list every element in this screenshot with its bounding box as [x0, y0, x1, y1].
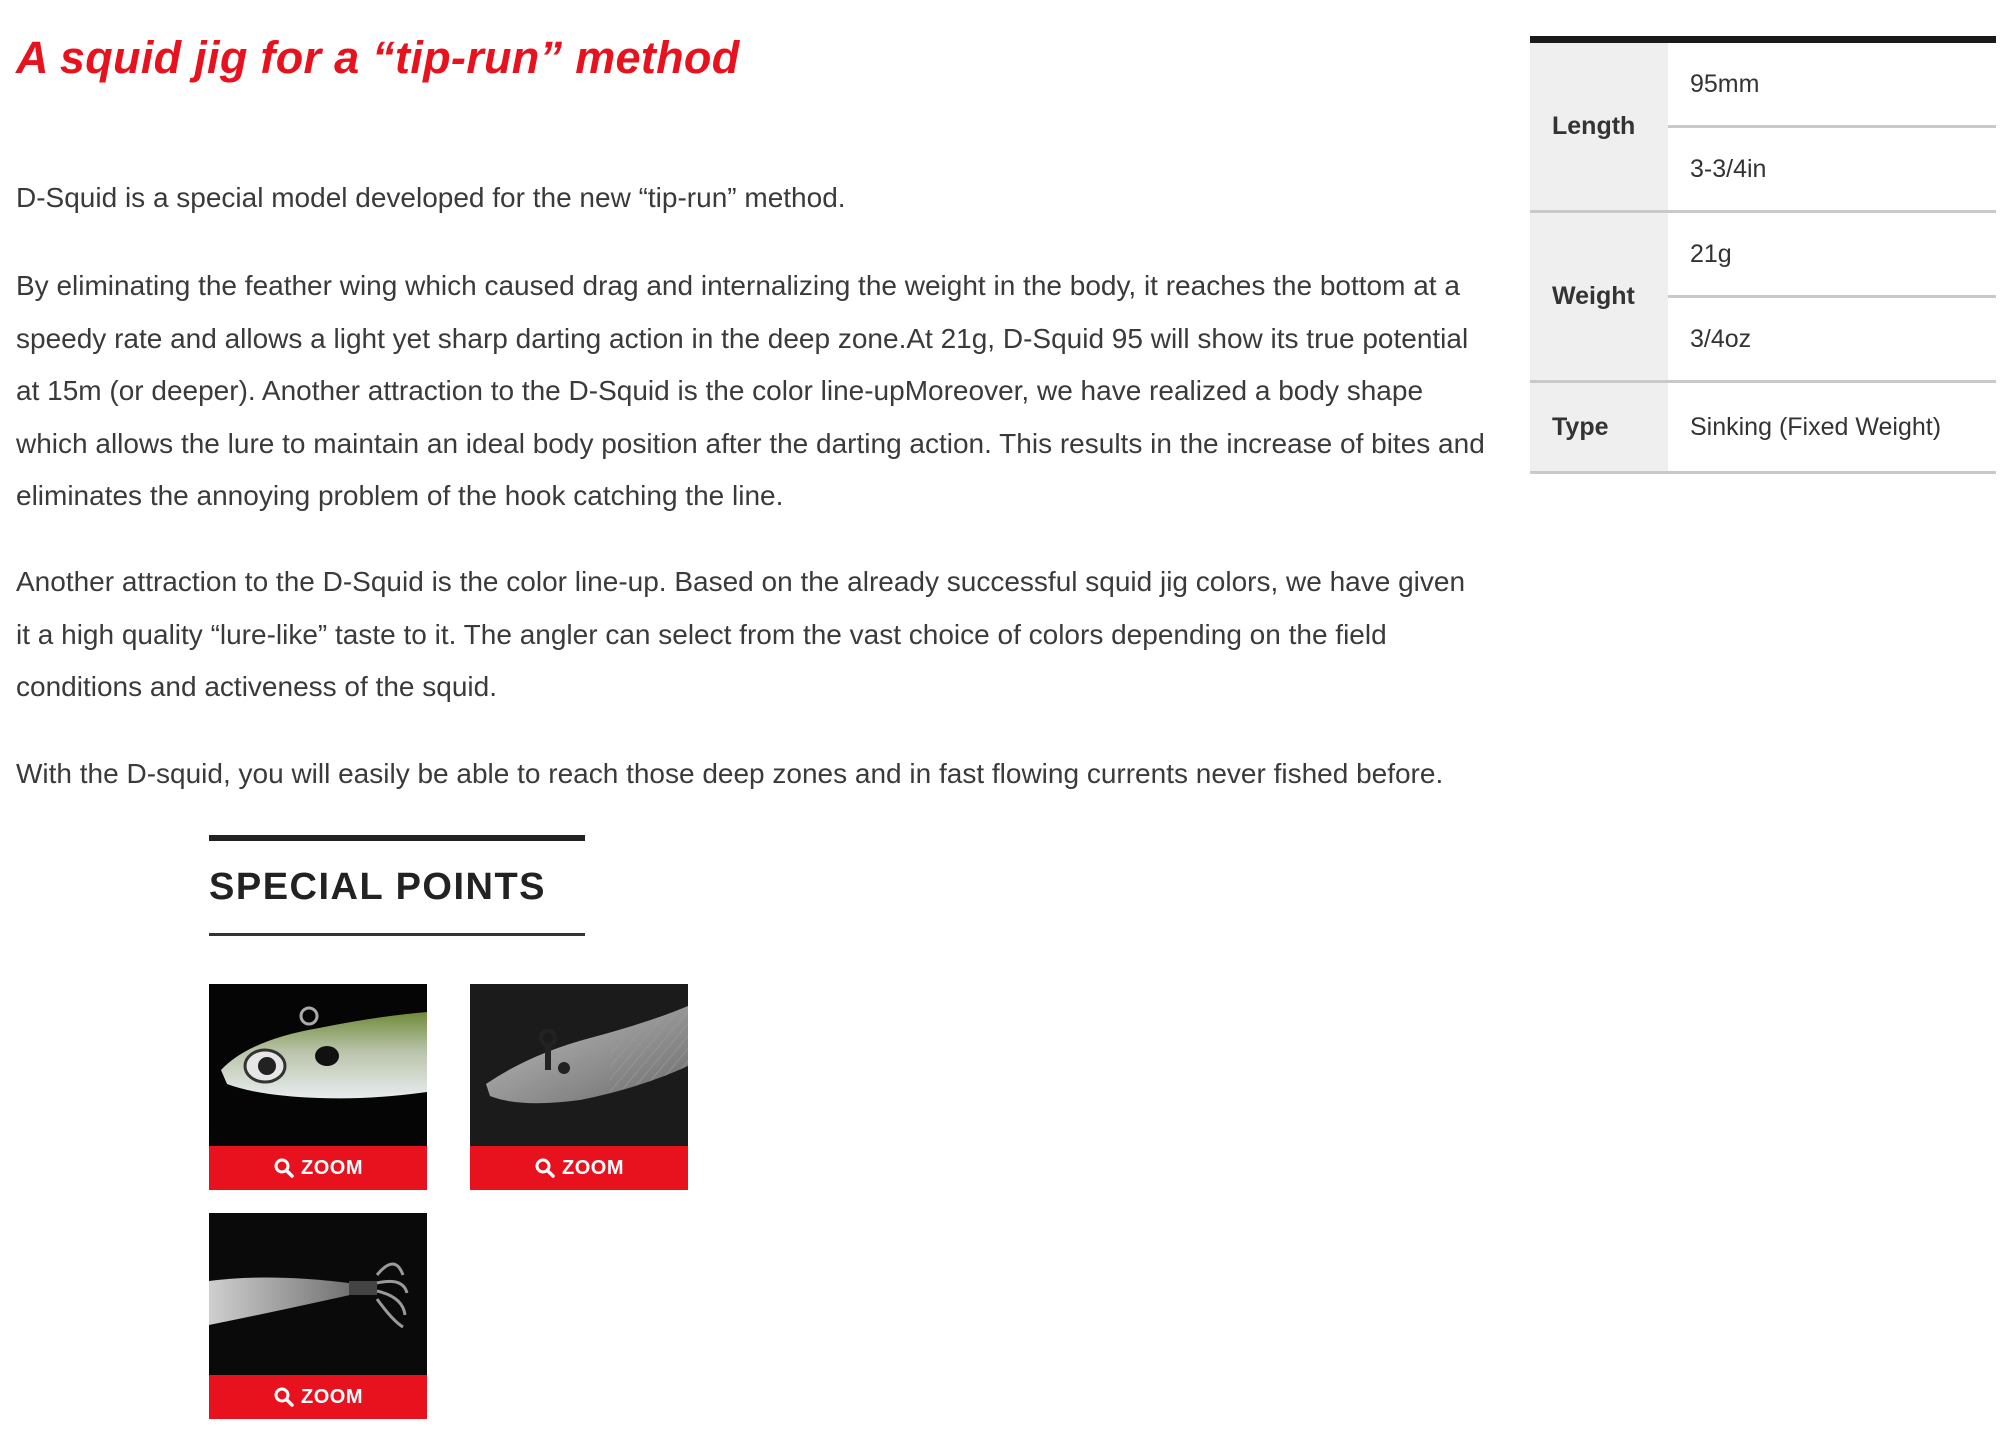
description-paragraph-1: D-Squid is a special model developed for the new “tip-run” method.: [16, 182, 846, 213]
zoom-label: ZOOM: [301, 1385, 363, 1408]
page-title: A squid jig for a “tip-run” method: [16, 32, 740, 83]
spec-label-length: Length: [1530, 43, 1668, 210]
spec-values-length: [1668, 43, 1996, 210]
spec-value-weight-oz: 3/4oz: [1668, 295, 1996, 380]
spec-row-weight: [1530, 213, 1996, 383]
spec-value-type: Sinking (Fixed Weight): [1690, 412, 1942, 441]
spec-value-weight-g: 21g: [1690, 239, 1732, 268]
special-point-thumbnail-2[interactable]: [470, 984, 688, 1190]
special-point-thumbnail-1[interactable]: [209, 984, 427, 1190]
lure-line-tie-image: [470, 984, 688, 1146]
zoom-button[interactable]: [209, 1146, 427, 1190]
spec-table: [1530, 36, 1996, 474]
description-paragraph-3: Another attraction to the D-Squid is the color line-up. Based on the already successful squid jig colors, we have given it a high quality “lure-like” taste to it. The angler can select from the vast choice of colors depending on the field conditions and activeness of the squid.: [16, 566, 1466, 702]
spec-row-length: [1530, 43, 1996, 213]
special-point-thumbnail-3[interactable]: [209, 1213, 427, 1419]
lure-head-image: [209, 984, 427, 1146]
divider: [209, 933, 585, 936]
description-paragraph-2: By eliminating the feather wing which caused drag and internalizing the weight in the body, it reaches the bottom at a speedy rate and allows a light yet sharp darting action in the deep zone.At 21g, D-Squid 95 will show its true potential at 15m (or deeper). Another attraction to the D-Squid is the color line-upMoreover, we have realized a body shape which allows the lure to maintain an ideal body position after the darting action. This results in the increase of bites and eliminates the annoying problem of the hook catching the line.: [16, 270, 1485, 511]
magnifier-icon: [273, 1157, 295, 1179]
spec-row-type: [1530, 383, 1996, 474]
spec-label-weight: Weight: [1530, 213, 1668, 380]
magnifier-icon: [273, 1386, 295, 1408]
spec-values-type: [1668, 383, 1996, 471]
description-paragraph-4: With the D-squid, you will easily be able to reach those deep zones and in fast flowing currents never fished before.: [16, 758, 1444, 789]
zoom-label: ZOOM: [562, 1156, 624, 1179]
spec-value-length-in: 3-3/4in: [1668, 125, 1996, 210]
special-points-heading: SPECIAL POINTS: [209, 866, 547, 908]
magnifier-icon: [534, 1157, 556, 1179]
zoom-button[interactable]: [209, 1375, 427, 1419]
special-points-header: [209, 835, 585, 936]
zoom-button[interactable]: [470, 1146, 688, 1190]
spec-values-weight: [1668, 213, 1996, 380]
spec-value-length-mm: 95mm: [1690, 69, 1760, 98]
spec-label-type: Type: [1530, 383, 1668, 471]
lure-hooks-image: [209, 1213, 427, 1375]
zoom-label: ZOOM: [301, 1156, 363, 1179]
spec-table-top-border: [1530, 36, 1996, 43]
product-description: [16, 28, 1486, 789]
